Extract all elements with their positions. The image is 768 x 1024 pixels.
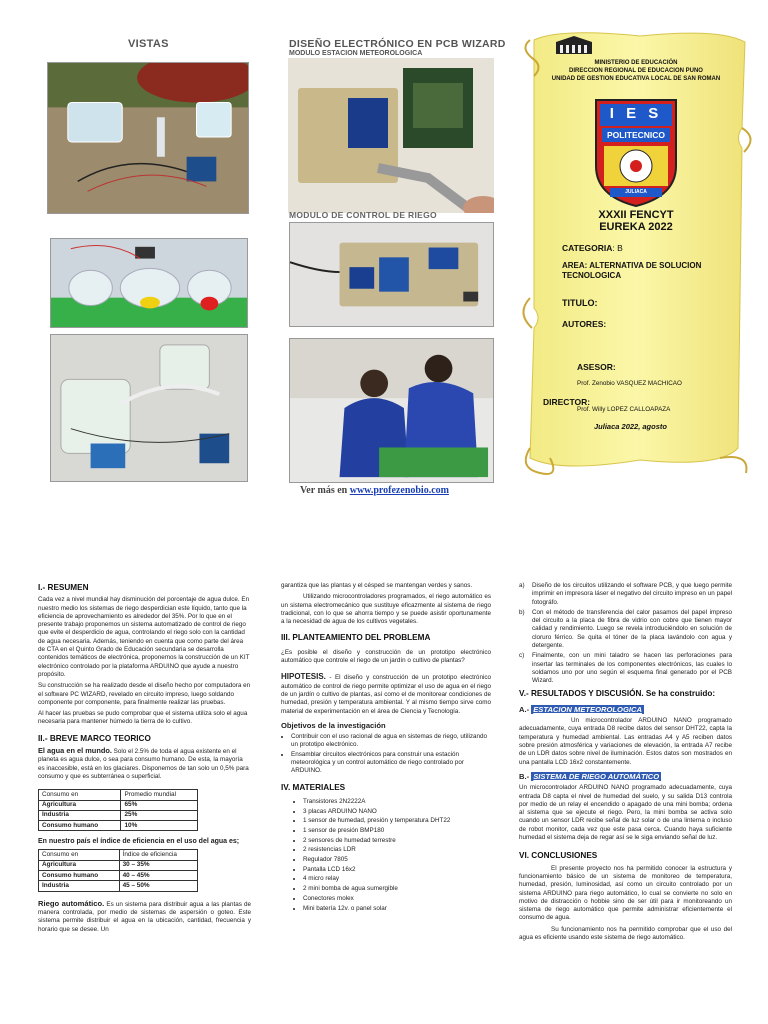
event-subtitle: EUREKA 2022 (599, 221, 673, 233)
heading-objetivos: Objetivos de la investigación (281, 720, 386, 730)
place-date: Juliaca 2022, agosto (594, 422, 667, 431)
agua-paragraph (38, 747, 251, 781)
col2-paragraph-1: garantiza que las plantas y el césped se mantengan verdes y sanos. (281, 582, 473, 589)
categoria (562, 243, 623, 253)
column-1 (38, 578, 251, 937)
table-header-cell: Consumo en (39, 790, 121, 800)
table-header-row (39, 850, 198, 860)
riego-paragraph (38, 900, 251, 934)
school-shield-logo (590, 96, 682, 208)
heading-marco-teorico: II.- BREVE MARCO TEORICO (38, 733, 151, 743)
ugel-name: UNIDAD DE GESTION EDUCATIVA LOCAL DE SAN ROMAN (551, 76, 721, 82)
photo-weather-module (288, 58, 494, 213)
logo-politecnico-text: POLITECNICO (606, 130, 666, 140)
heading-resumen: I.- RESUMEN (38, 583, 89, 592)
list-item (519, 609, 732, 650)
table-header-cell: Consumo en (39, 850, 120, 860)
ministry-name: MINISTERIO DE EDUCACIÓN (594, 60, 678, 66)
step-letter: c) (519, 652, 525, 660)
result-a-prefix: A.- (519, 704, 532, 714)
director-name: Prof. Willy LOPEZ CALLOAPAZA (577, 406, 671, 413)
table-row (39, 860, 198, 870)
photo-students (289, 338, 494, 483)
table-cell: 45 – 50% (119, 881, 197, 891)
logo-ies-text: I E S (609, 105, 663, 122)
list-item: • 1 sensor de humedad, presión y temperatura DHT22 (303, 817, 491, 825)
titulo-label: TITULO: (562, 298, 598, 308)
pcb-title: DISEÑO ELECTRÓNICO EN PCB WIZARD (289, 38, 506, 50)
result-b-heading (519, 773, 732, 781)
director-label: DIRECTOR: (543, 397, 591, 407)
website-prefix: Ver más en (300, 485, 348, 496)
result-a-text: Un microcontrolador ARDUINO NANO programado adecuadamente, cuya entrada D8 recibe datos del sensor DHT22, capta la temperatura y humedad ambiental. Las entradas A4 y A5 reciben datos sobre presión atmosférica y variaciones de elevación, la entrada A7 recibe de un LDR datos sobre nivel de iluminación. Estos datos son mostrados en una pantalla LCD 16x2 constantemente. (519, 717, 732, 766)
table-cell: 10% (121, 821, 198, 831)
col2-paragraph-2: Utilizando microcontroladores programados, el riego automático es un sistema electromecánico que sustituye eficazmente al sistema de riego tradicional, con lo que se ahorra tiempo y se puede asistir oportunamente a la necesidad de agua de los cultivos vegetales. (281, 593, 491, 626)
result-b-text: Un microcontrolador ARDUINO NANO programado adecuadamente, cuya entrada D8 capta el nivel de humedad del suelo, y su salida D13 controla por medio de un relay el encendido o apagado de una mini bomba; ordena al sistema que se ejecute el riego. Pero, la mini bomba se activa solo cuando un sensor LDR recibe señal de luz solar o de una linterna o incluso de robot monitor, cada vez que este pasa cerca. Cuando haya suficiente humedad el sistema deja de regar así se le siga enviando señal de luz. (519, 784, 732, 842)
autores-label: AUTORES: (562, 319, 607, 329)
materiales-list (303, 798, 491, 913)
list-item (519, 652, 732, 685)
table-cell: 65% (121, 800, 198, 810)
conclusion-paragraph-2: Su funcionamiento nos ha permitido comprobar que el uso del agua es eficiente usando este sistema de riego automático. (519, 925, 732, 941)
agua-lead: El agua en el mundo. (38, 746, 112, 756)
step-letter: a) (519, 582, 525, 589)
agua-text: Solo el 2.5% de toda el agua existente en el planeta es agua dulce, o sea para consumo humano. De esta, la mayoría es inaccesible, está en los glaciares. Disponemos de tan solo un 0,5% para consumo y que es subterránea o superficial. (38, 748, 249, 780)
table-header-row (39, 790, 198, 800)
step-text: Finalmente, con un mini taladro se hacen las perforaciones para insertar las terminales de los componentes electrónicos, las cuales lo soldamos uno por uno según el esquema final generado por el PCB Wizard. (532, 652, 732, 685)
result-b-prefix: B.- (519, 771, 532, 781)
peru-lead: En nuestro país el índice de eficiencia en el uso del agua es; (38, 838, 240, 846)
table-cell: Industria (39, 810, 121, 820)
website-line (300, 485, 449, 496)
list-item: • Ensamblar circuitos electrónicos para construir una estación meteorológica y un control automático de riego controlado por ARDUINO. (291, 751, 491, 776)
resumen-paragraph-3: Al hacer las pruebas se pudo comprobar que el sistema utiliza solo el agua necesaria para mantener húmedo la tierra de lo cultivo. (38, 710, 248, 726)
table-row (39, 810, 198, 820)
list-item: • Conectores molex (303, 895, 491, 903)
table-cell: 40 – 45% (119, 871, 197, 881)
column-2 (281, 582, 491, 914)
event-title: XXXII FENCYT (598, 209, 674, 221)
list-item: • 1 sensor de presión BMP180 (303, 827, 491, 835)
table-cell: Consumo humano (39, 821, 121, 831)
photo-pots-board (50, 238, 248, 328)
step-text: Diseño de los circuitos utilizando el software PCB, y que luego permite imprimir en impresora láser el negativo del circuito impreso en un papel fotográfo. (532, 582, 732, 606)
riego-lead: Riego automático. (38, 898, 105, 908)
vistas-title: VISTAS (128, 38, 169, 50)
steps-list (519, 582, 732, 686)
table-cell: Industria (39, 881, 120, 891)
cover-scroll (520, 28, 752, 483)
photo-garden-setup (47, 62, 249, 214)
list-item (519, 582, 732, 607)
result-a-heading (519, 706, 732, 714)
riego-text: Es un sistema para distribuir agua a las plantas de manera controlada, por medio de sistemas de aspersión o goteo. Este sistema permite distribuir el agua en la ubicación, cantidad, frecuencia y horario que se desee. Un (38, 900, 251, 933)
photo-riego-module (289, 222, 494, 327)
heading-materiales: IV. MATERIALES (281, 782, 346, 792)
categoria-label: CATEGORIA (562, 243, 613, 253)
website-link[interactable]: www.profezenobio.com (349, 485, 449, 496)
list-item: • Regulador 7805 (303, 856, 491, 864)
resumen-paragraph-1: Cada vez a nivel mundial hay disminución del porcentaje de agua dulce. En nuestro medio los sistemas de riego desperdician este líquido, tanto que la eficiencia de aprovechamiento es alrededor del 35%. Por lo que en el presente trabajo proponemos un sistema automatizado de control de riego que evite el desperdicio de agua, controlando el riego solo con la cantidad de agua necesaria. Además, teniendo en cuenta que como parte del área de CTA en el Quinto Grado de Educación secundaria se desarrolla contenidos temáticos de electrónica, proponemos la construcción de un KIT electrónico controlado por la plataforma ARDUINO que ayude a nuestro propósito. (38, 596, 250, 678)
list-item: • 2 mini bomba de agua sumergible (303, 885, 491, 893)
heading-conclusiones: VI. CONCLUSIONES (519, 851, 598, 861)
table-cell: 25% (121, 810, 198, 820)
hipotesis-paragraph (281, 673, 491, 715)
table-cell: Agricultura (39, 800, 121, 810)
table-row (39, 800, 198, 810)
list-item: • Transistores 2N2222A (303, 798, 491, 806)
table-row (39, 881, 198, 891)
table-cell: Consumo humano (39, 871, 120, 881)
list-item: • Contribuir con el uso racional de agua en sistemas de riego, utilizando un prototipo electrónico. (291, 733, 491, 750)
pcb-subtitle: MODULO ESTACION METEOROLOGICA (289, 50, 423, 57)
heading-resultados: V.- RESULTADOS Y DISCUSIÓN. Se ha construido: (519, 688, 716, 698)
result-b-title: SISTEMA DE RIEGO AUTOMÁTICO (533, 771, 660, 781)
asesor-label: ASESOR: (577, 362, 616, 372)
table-cell: Agricultura (39, 860, 120, 870)
hipotesis-label: HIPOTESIS. (281, 672, 326, 682)
photo-water-tanks (50, 334, 248, 482)
conclusion-paragraph-1: El presente proyecto nos ha permitido conocer la estructura y funcionamiento básico de un sistema de monitoreo de temperatura, humedad, presión, luminosidad, así como un circuito controlado por un sistema ARDUINO para riego automático, lo cual se convierte no solo en motivo de distracción o hobbie sino de ser útil para ir monitoreando un sistema de riego automático que permite administrar eficientemente el consumo de agua. (519, 864, 732, 922)
list-item: • 2 resistencias LDR (303, 846, 491, 854)
table-cell: 30 – 35% (119, 860, 197, 870)
table-header-cell: Promedio mundial (121, 790, 198, 800)
hipotesis-text: - El diseño y construcción de un prototipo electrónico automático de control de riego permite optimizar el uso de agua en el riego de un jardín o cultivo de plantas, así como el de monitorear condiciones de humedad, presión y temperatura ambiental. Y al mismo tiempo sirve como material de experimentación en el área de Ciencia y Tecnología. (281, 674, 491, 715)
logo-juliaca-text: JULIACA (625, 189, 647, 195)
table-header-cell: Índice de eficiencia (119, 850, 197, 860)
objetivos-list (291, 733, 491, 775)
column-3 (519, 582, 732, 945)
categoria-value: : B (612, 243, 623, 253)
step-text: Con el método de transferencia del calor pasamos del papel impreso del circuito a la placa de fibra de vidrio con cobre que tienen mayor calidad y rendimiento. Luego se revela introduciéndolo en solución de cloruro férrico. Se quita el tóner de la placa lavándolo con agua y detergente. (532, 608, 732, 650)
eficiencia-table (38, 849, 198, 891)
problema-text: ¿Es posible el diseño y construcción de un prototipo electrónico automático que controle el riego de un jardín o cultivo de plantas? (281, 648, 491, 665)
list-item: • 2 sensores de humedad terrestre (303, 837, 491, 845)
list-item: • 4 micro relay (303, 875, 491, 883)
list-item: • Mini batería 12v. o panel solar (303, 905, 491, 913)
regional-direction: DIRECCION REGIONAL DE EDUCACION PUNO (569, 68, 703, 74)
table-row (39, 821, 198, 831)
area-label: AREA: ALTERNATIVA DE SOLUCION TECNOLOGICA (562, 261, 702, 280)
table-row (39, 871, 198, 881)
heading-problema: III. PLANTEAMIENTO DEL PROBLEMA (281, 633, 431, 643)
asesor-name: Prof. Zenobio VASQUEZ MACHICAO (577, 380, 682, 387)
resumen-paragraph-2: Su construcción se ha realizado desde el diseño hecho por computadora en el software PC WIZARD, revelado en circuito impreso, luego soldando componente por componente, para finalmente realizar las pruebas. (38, 682, 251, 706)
consumo-mundial-table (38, 789, 198, 831)
list-item: • 3 placas ARDUINO NANO (303, 808, 491, 816)
riego-title: MODULO DE CONTROL DE RIEGO (289, 210, 437, 220)
result-a-title: ESTACION METEOROLOGICA (533, 704, 642, 714)
list-item: • Pantalla LCD 16x2 (303, 866, 491, 874)
step-letter: b) (519, 608, 525, 616)
ministry-logo-icon (554, 36, 594, 56)
